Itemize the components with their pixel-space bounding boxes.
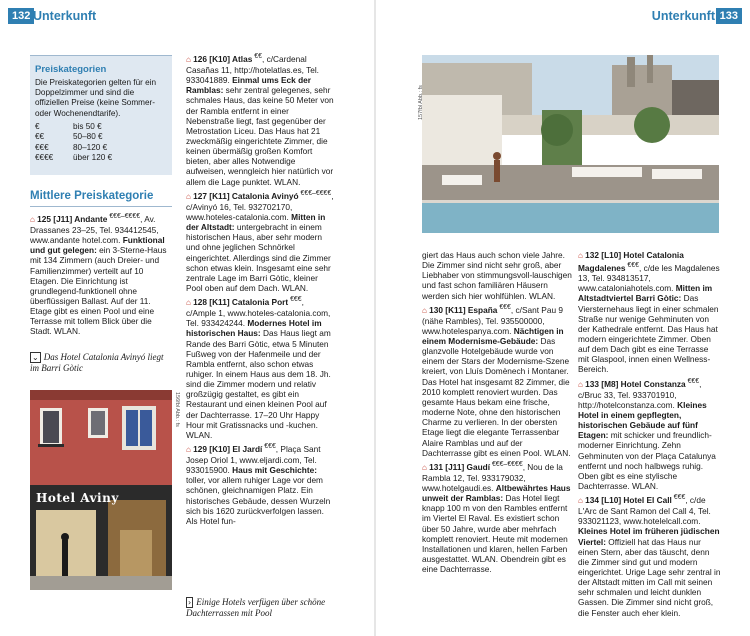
entry-head: 131 [J11] Gaudí [429,461,491,472]
entry-highlight: Kleines Hotel in einem gepflegten, historischen Gebäude auf fünf Etagen: [578,399,707,441]
price-stars: €€€ [262,443,276,451]
entry-highlight: Kleines Hotel im früheren jüdischen Viertel: [578,526,720,547]
page-number: 132 [8,8,34,24]
price-stars: €€€ [685,377,700,385]
hotel-bed-icon: ⌂ [186,297,191,307]
price-stars: €€€ [497,303,511,311]
hotel-entry-131 [422,460,572,574]
hotel-entry-130 [422,303,572,458]
hotel-entry-125 [30,212,173,337]
hotel-bed-icon: ⌂ [186,191,191,201]
entry-head: 127 [K11] Catalonia Avinyó [193,190,299,201]
hotel-bed-icon: ⌂ [422,305,427,315]
entry-description: Das Haus liegt am Rande des Barri Gòtic, etwa 5 Minuten Fußweg von der Hafenmeile und der Rambla entfernt, also schon etwas ruhiger. In einem Haus aus dem 18. Jh. sind die Zimmer modern und relativ großzügig gestaltet, es gibt ein Restaurant und einen kleinen Pool auf der Dachterrasse. 17–20 Uhr Happy Hour mit Gratissnacks und -kuchen. WLAN. [186,328,331,440]
price-stars: €€€–€€€€ [107,213,141,220]
hotel-bed-icon: ⌂ [578,495,583,505]
entry-contact: , c/de les Magdalenes 13, Tel. 934813517, www.cataloniahotels.com. [578,262,720,294]
entry-contact: , c/Bruc 33, Tel. 933701910, http://hotelconstanza.com. [578,378,702,410]
entry-description: toller, vor allem ruhiger Lage vor dem schönen, gleichnamigen Platz. Ein historisches Gebäude, dessen Wurzeln sich bis 1620 zurückverfolgen lassen. Als Hotel fun- [186,475,331,526]
entry-highlight: Haus mit Geschichte: [232,465,317,476]
hotel-facade-photo [30,390,172,590]
hotel-entry-127 [186,189,336,293]
price-range: 50–80 € [73,132,103,142]
price-table [35,122,112,164]
entry-description: mit schicker und freundlich-moderner Einrichtung. Zehn Gehminuten von der Plaça Catalunya entfernt und noch halbwegs ruhig. Oben gibt es eine stylische Dachterrasse. WLAN. [578,430,716,491]
entry-contact: , Plaça Sant Josep Oriol 1, www.eljardi.com, Tel. 933015900. [186,443,321,476]
price-symbol: € [35,121,40,131]
photo-credit: 157fbl Abb.: fs [418,85,424,120]
entry-highlight: Nächtigen in einem Modernisme-Gebäude: [422,325,564,347]
page-number: 133 [716,8,742,24]
hotel-bed-icon: ⌂ [422,462,427,472]
hotel-entry-128 [186,295,336,440]
price-symbol: €€ [35,132,45,142]
caption-text: Das Hotel Catalonia Avinyó liegt im Barri Gòtic [30,352,164,373]
hotel-bed-icon: ⌂ [186,54,191,64]
hotel-entry-129 [186,442,336,526]
price-stars: €€€–€€€€ [298,189,332,197]
hotel-entry-126 [186,52,336,187]
entry-head: 125 [J11] Andante [37,213,108,224]
caption-text: Einige Hotels verfügen über schöne Dachterrassen mit Pool [186,597,326,618]
price-stars: €€€ [671,494,686,502]
entry-head: 132 [L10] Hotel Catalonia Magdalenes [578,250,684,273]
photo-credit: 156fbl Abb.: fs [174,392,180,427]
entry-description: Das glanzvolle Hotelgebäude wurde von einem der Stars der Modernisme-Szene kreiert, von Lluís Domènech i Montaner. Das Hotel hat insgesamt 82 Zimmer, die 2010 komplett renoviert wurden. Das gesamte Haus bekam eine frische, moderne Note, ohne den historischen Charme zu verlieren. In der obersten Etage liegt die elegante Terrassenbar Alaire Ramblas und auf der Dachterrasse gibt es einen Pool. WLAN. [422,336,571,458]
price-box-title: Preiskategorien [35,64,107,75]
price-box-text: Die Preiskategorien gelten für ein Doppelzimmer und sind die offiziellen Preise (keine Sommer- oder Wochenendtarife). [35,78,157,118]
entry-contact: , c/Avinyó 16, Tel. 932702170, www.hoteles-catalonia.com. [186,190,334,222]
entry-description: Offiziell hat das Haus nur einen Stern, aber das täuscht, denn die Zimmer sind gut und modern eingerichtet. Urige Lage sehr zentral in der Altstadt mitten im Call mit seinen sehr schmalen und leicht dunklen Gassen. Die Zimmer sind nicht groß, die Fenster auch eher klein. [578,536,721,618]
price-stars: €€€ [625,262,639,270]
entry-description: untergebracht in einem historischen Haus, aber sehr modern und ohne jeglichen Schnörkel eingerichtet. Allerdings sind die Zimmer schon etwas klein. Insgesamt eine sehr zentrale Lage im Barri Gòtic, kleiner Pool oben auf dem Dach. WLAN. [186,222,331,293]
hotel-sign: Hotel Aviny [36,491,119,505]
price-stars: €€€–€€€€ [490,460,523,468]
rooftop-pool-photo [422,55,719,233]
section-title: Mittlere Preiskategorie [30,190,154,202]
price-stars: €€€ [288,296,302,304]
caption-arrow-icon: ⌄ [32,353,39,362]
entry-contact: , c/Ample 1, www.hoteles-catalonia.com, Tel. 933424244. [186,296,331,329]
entry-description: Das Viersternehaus liegt in einer schmalen Straße nur wenige Gehminuten von der Kathedrale entfernt. Das Haus hat modern eingerichtete Zimmer. Oben auf dem Dach gibt es eine Terrasse mit Glaspool, innen einen Wellness-Bereich. [578,293,719,375]
entry-head: 134 [L10] Hotel El Call [585,494,672,505]
entry-highlight: Altbewährtes Haus unweit der Ramblas: [422,482,571,504]
entry-description: ein 3-Sterne-Haus mit 134 Zimmern (auch Dreier- und Familienzimmer) verteilt auf 10 Etagen. Die Einrichtung ist grundlegend-funktionell ohne überflüssigen Ballast. Auf der 11. Etage gibt es einen Pool und eine Terrasse mit tollem Blick über die Stadt. WLAN. [30,245,167,337]
price-symbol: €€€ [35,142,49,152]
hotel-bed-icon: ⌂ [578,379,583,389]
hotel-entry-133 [578,377,721,491]
entry-head: 128 [K11] Catalonia Port [193,296,289,307]
entry-contact: , Av. Drassanes 23–25, Tel. 934412545, www.andante hotel.com. [30,213,159,246]
column-4 [578,250,721,620]
entry-highlight: Funktional und gut gelegen: [30,235,165,256]
facade-image [30,390,172,590]
photo-caption-1 [30,352,170,374]
entry-highlight: Modernes Hotel im historischen Haus: [186,318,322,339]
hotel-entry-134 [578,493,721,618]
hotel-bed-icon: ⌂ [186,444,191,454]
rooftop-image [422,55,719,233]
section-divider [30,206,172,207]
price-row [35,153,112,164]
column-1 [30,212,173,339]
running-head: Unterkunft [33,9,97,23]
column-2 [186,52,336,528]
hotel-entry-132 [578,250,721,375]
entry-head: 126 [K10] Atlas [193,53,253,64]
entry-contact: , Nou de la Rambla 12, Tel. 933179032, www.hotelgaudi.es. [422,461,563,493]
price-range: über 120 € [73,153,113,163]
hotel-bed-icon: ⌂ [30,214,35,224]
entry-highlight: Mitten im Altstadtviertel Barri Gòtic: [578,283,713,304]
entry-head: 130 [K11] España [429,304,498,315]
photo-caption-2 [186,597,336,619]
price-row [35,122,112,133]
price-stars: €€ [252,53,262,60]
entry-highlight: Mitten in der Altstadt: [186,211,326,233]
caption-arrow-icon: › [188,598,192,607]
price-category-box [30,55,172,175]
entry-description: Das Hotel liegt knapp 100 m von den Rambles entfernt im Viertel El Raval. Es existiert schon über 50 Jahre, wurde aber mehrfach komplett renoviert. Heute mit modernen Installationen und klaren, hellen Farben ausgestattet. WLAN. Obendrein gibt es eine Dachterrasse. [422,493,568,575]
entry-description: sehr zentral gelegenes, sehr schmales Haus, das keine 50 Meter von der Rambla entfernt in einer Nebenstraße liegt, fast gegenüber der Metrostation Liceu. Das Haus hat 21 zweckmäßig eingerichtete Zimmer, die keinen übermäßig großen Komfort bieten, aber alles Notwendige aufweisen, wenngleich hier natürlich vor allem die Lage punktet. WLAN. [186,85,334,187]
hotel-bed-icon: ⌂ [578,251,583,260]
column-3 [422,250,572,576]
hotel-entry-129-continued: giert das Haus auch schon viele Jahre. Die Zimmer sind nicht sehr groß, aber Liebhaber von stimmungsvoll-lauschigen und fast schon familiären Häusern werden sich hier wohlfühlen. WLAN. [422,250,572,301]
entry-contact: , c/de L'Arc de Sant Ramon del Call 4, Tel. 933021123, www.hotelelcall.com. [578,494,711,527]
price-symbol: €€€€ [35,153,54,163]
entry-highlight: Einmal ums Eck der Ramblas: [186,75,311,96]
price-row [35,132,112,143]
entry-contact: , c/Cardenal Casañas 11, http://hotelatlas.es, Tel. 933041889. [186,53,319,86]
price-range: 80–120 € [73,142,108,152]
entry-head: 129 [K10] El Jardí [193,443,263,454]
right-page [375,0,750,636]
running-head: Unterkunft [651,9,715,23]
price-range: bis 50 € [73,121,102,131]
entry-contact: , c/Sant Pau 9 (nähe Rambles), Tel. 935500000, www.hotelespanya.com. [422,304,563,336]
entry-head: 133 [M8] Hotel Constanza [585,378,686,389]
price-row [35,143,112,154]
